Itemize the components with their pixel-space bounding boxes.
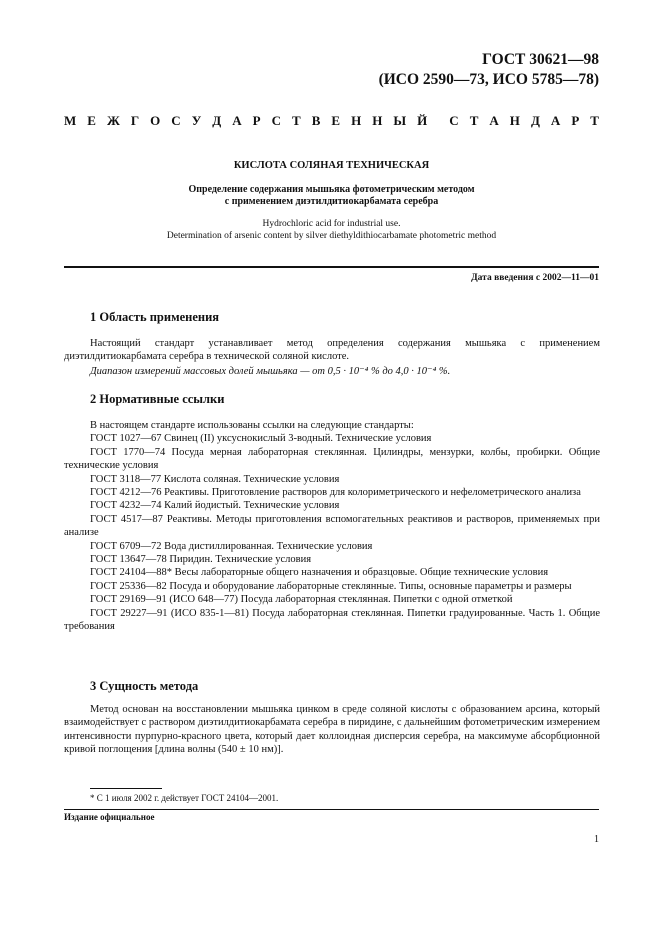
interstate-standard-banner bbox=[64, 113, 599, 129]
english-title-line: Hydrochloric acid for industrial use. bbox=[262, 219, 401, 229]
section-1-text: Настоящий стандарт устанавливает метод определения содержания мышьяка с применением диэтилдитиокарбамата серебра в технической соляной кислоте. bbox=[64, 338, 600, 363]
banner-letter: С bbox=[449, 113, 459, 128]
references-list bbox=[64, 419, 600, 634]
reference-item: ГОСТ 29169—91 (ИСО 648—77) Посуда лабораторная стеклянная. Пипетки с одной отметкой bbox=[90, 594, 513, 606]
section-2-heading: 2 Нормативные ссылки bbox=[90, 392, 225, 406]
banner-letter: М bbox=[64, 113, 77, 128]
subtitle-line: с применением диэтилдитиокарбамата серебра bbox=[224, 196, 439, 207]
footnote-rule bbox=[90, 788, 162, 789]
section-1-paragraph bbox=[64, 337, 600, 378]
banner-letter: О bbox=[150, 113, 161, 128]
banner-letter: Д bbox=[530, 113, 540, 128]
banner-letter: Р bbox=[571, 113, 580, 128]
english-title bbox=[64, 218, 599, 242]
banner-letter: Ы bbox=[393, 113, 407, 128]
page-number: 1 bbox=[594, 834, 599, 845]
document-title: КИСЛОТА СОЛЯНАЯ ТЕХНИЧЕСКАЯ bbox=[233, 160, 430, 171]
reference-item: ГОСТ 4232—74 Калий йодистый. Технические условия bbox=[90, 500, 340, 512]
banner-letter: А bbox=[489, 113, 499, 128]
reference-item: ГОСТ 25336—82 Посуда и оборудование лабораторные стеклянные. Типы, основные параметры и размеры bbox=[90, 580, 572, 592]
reference-item: ГОСТ 4212—76 Реактивы. Приготовление растворов для колориметрического и нефелометрического анализа bbox=[90, 487, 581, 499]
banner-letter: С bbox=[171, 113, 181, 128]
banner-letter: Д bbox=[212, 113, 222, 128]
banner-letter: С bbox=[271, 113, 281, 128]
reference-item: ГОСТ 4517—87 Реактивы. Методы приготовления вспомогательных реактивов и растворов, применяемых при анализе bbox=[64, 513, 600, 539]
reference-item: ГОСТ 3118—77 Кислота соляная. Технические условия bbox=[90, 473, 340, 485]
banner-letter: А bbox=[550, 113, 561, 128]
references-intro: В настоящем стандарте использованы ссылки на следующие стандарты: bbox=[90, 420, 414, 431]
document-subtitle bbox=[64, 184, 599, 208]
footer-divider bbox=[64, 809, 599, 810]
banner-letter: Н bbox=[372, 113, 383, 128]
section-3-paragraph: Метод основан на восстановлении мышьяка цинком в среде соляной кислоты с образованием арсина, который взаимодействует с раствором диэтилдитиокарбамата серебра в пиридине, с дальнейшим фотометрическим измерением интенсивности пурпурно-красного цвета, который дает коллоидная дисперсия серебра, на максимуме абсорбционной кривой поглощения [длина волны (540 ± 10 нм)]. bbox=[64, 704, 600, 756]
english-title-line: Determination of arsenic content by silver diethyldithiocarbamate photometric method bbox=[166, 231, 497, 241]
banner-letter: Н bbox=[351, 113, 362, 128]
official-edition-label: Издание официальное bbox=[64, 812, 155, 822]
reference-item: ГОСТ 13647—78 Пиридин. Технические условия bbox=[90, 554, 312, 566]
banner-letter: Г bbox=[130, 113, 140, 128]
banner-letter: Т bbox=[590, 113, 599, 128]
gost-number: ГОСТ 30621—98 bbox=[482, 51, 599, 68]
reference-item: ГОСТ 1027—67 Свинец (II) уксуснокислый 3-водный. Технические условия bbox=[90, 433, 432, 445]
subtitle-line: Определение содержания мышьяка фотометрическим методом bbox=[188, 184, 475, 195]
banner-letter: Н bbox=[509, 113, 520, 128]
banner-letter: Т bbox=[469, 113, 479, 128]
iso-numbers: (ИСО 2590—73, ИСО 5785—78) bbox=[378, 71, 599, 88]
footnote: * С 1 июля 2002 г. действует ГОСТ 24104—2001. bbox=[90, 793, 279, 803]
banner-letter: Й bbox=[417, 113, 428, 128]
reference-item: ГОСТ 6709—72 Вода дистиллированная. Технические условия bbox=[90, 540, 373, 552]
section-1-heading: 1 Область применения bbox=[90, 310, 220, 324]
banner-letter: Ж bbox=[106, 113, 120, 128]
banner-letter: Е bbox=[331, 113, 341, 128]
banner-letter: Е bbox=[87, 113, 96, 128]
banner-letter: Т bbox=[292, 113, 301, 128]
section-3-heading: 3 Сущность метода bbox=[90, 679, 199, 693]
banner-letter: А bbox=[232, 113, 242, 128]
banner-letter: В bbox=[311, 113, 321, 128]
introduction-date: Дата введения с 2002—11—01 bbox=[471, 273, 599, 283]
header-divider bbox=[64, 266, 599, 268]
reference-item: ГОСТ 29227—91 (ИСО 835-1—81) Посуда лабораторная стеклянная. Пипетки градуированные. Часть 1. Общие требования bbox=[64, 607, 600, 633]
reference-item: ГОСТ 24104—88* Весы лабораторные общего назначения и образцовые. Общие технические условия bbox=[90, 567, 549, 579]
measurement-range: Диапазон измерений массовых долей мышьяка — от 0,5 · 10⁻⁴ % до 4,0 · 10⁻⁴ %. bbox=[90, 365, 451, 377]
banner-letter: Р bbox=[252, 113, 261, 128]
reference-item: ГОСТ 1770—74 Посуда мерная лабораторная стеклянная. Цилиндры, мензурки, колбы, пробирки. Общие технические условия bbox=[64, 446, 600, 472]
banner-letter: У bbox=[191, 113, 202, 128]
